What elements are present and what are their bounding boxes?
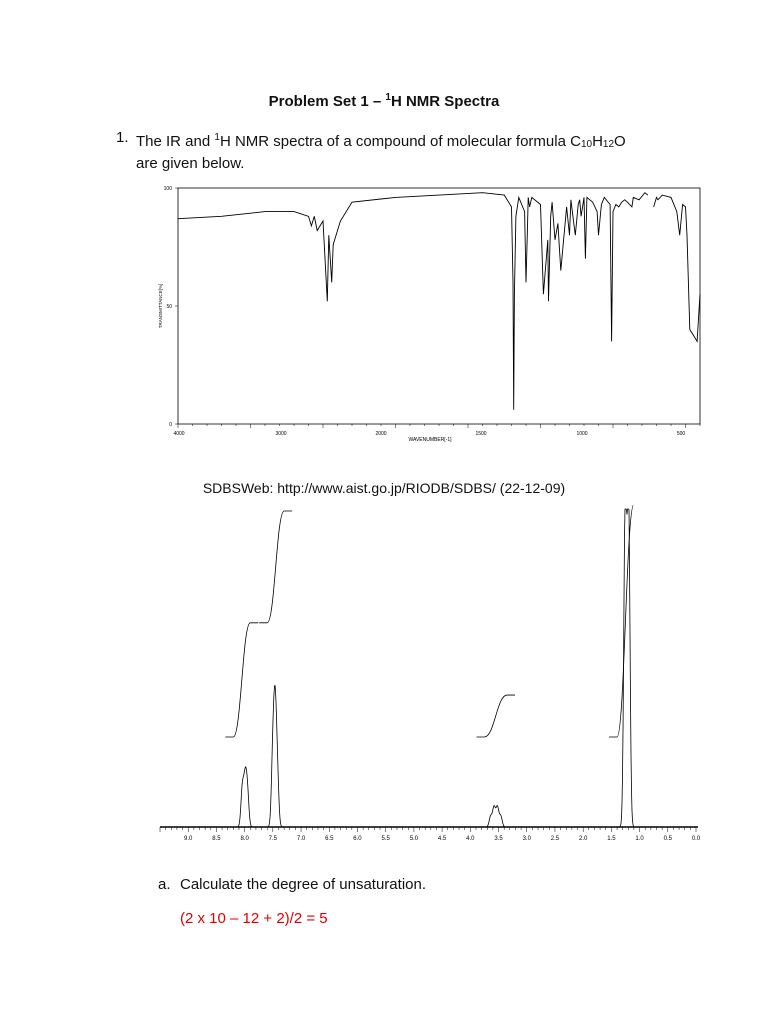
nmr-tick-label: 8.0 xyxy=(240,836,249,842)
question-number: 1. xyxy=(116,129,129,146)
ir-x-tick-label: 2000 xyxy=(375,431,387,437)
nmr-integral-curve xyxy=(609,505,642,737)
ir-y-tick-label: 0 xyxy=(169,422,172,428)
nmr-integral-curve xyxy=(476,695,515,737)
nmr-tick-label: 2.0 xyxy=(578,836,588,842)
nmr-tick-label: 3.0 xyxy=(522,836,531,842)
ir-y-tick-label: 50 xyxy=(166,304,172,310)
nmr-tick-label: 5.5 xyxy=(381,836,390,842)
nmr-tick-label: 3.5 xyxy=(494,836,503,842)
nmr-tick-label: 5.0 xyxy=(409,836,419,842)
question-a-text: Calculate the degree of unsaturation. xyxy=(180,876,426,893)
nmr-integral-curves xyxy=(225,505,642,737)
ir-x-tick-label: 1500 xyxy=(475,431,487,437)
source-credit: SDBSWeb: http://www.aist.go.jp/RIODB/SDBS/ (22-12-09) xyxy=(202,480,566,496)
question-1-line-2: are given below. xyxy=(136,155,245,172)
nmr-tick-label: 9.0 xyxy=(184,836,193,842)
question-a-label: a. xyxy=(158,876,171,893)
ir-x-axis-label: WAVENUMBER[-1] xyxy=(408,437,452,443)
nmr-tick-label: 0.5 xyxy=(663,836,672,842)
nmr-spectrum-chart xyxy=(150,505,702,845)
ir-axis-ticks xyxy=(175,188,700,428)
nmr-integral-curve xyxy=(259,511,292,623)
nmr-integral-curve xyxy=(225,623,258,737)
nmr-tick-labels xyxy=(184,836,701,842)
nmr-tick-label: 1.5 xyxy=(607,836,616,842)
nmr-tick-label: 7.0 xyxy=(296,836,306,842)
ir-x-tick-label: 1000 xyxy=(576,431,588,437)
nmr-tick-label: 0.0 xyxy=(691,836,701,842)
page-title: Problem Set 1 – $^1$H NMR Spectra xyxy=(268,92,500,110)
nmr-tick-label: 4.0 xyxy=(466,836,475,842)
nmr-tick-label: 1.0 xyxy=(635,836,644,842)
question-a xyxy=(158,876,426,893)
nmr-tick-label: 2.5 xyxy=(550,836,560,842)
nmr-tick-label: 6.5 xyxy=(325,836,334,842)
ir-y-tick-label: 100 xyxy=(163,186,172,192)
nmr-tick-label: 6.0 xyxy=(353,836,362,842)
ir-x-tick-label: 4000 xyxy=(173,431,185,437)
answer-a: (2 x 10 – 12 + 2)/2 = 5 xyxy=(180,910,328,927)
question-1 xyxy=(116,128,626,173)
ir-x-tick-label: 3000 xyxy=(275,431,287,437)
question-1-line-1: The IR and $^1$H NMR spectra of a compound of molecular formula $C_{10}H_{12}O$ xyxy=(136,132,626,150)
ir-transmittance-line xyxy=(178,193,700,410)
ir-y-axis-label: TRANSMITTANCE[%] xyxy=(158,283,163,329)
ir-x-tick-label: 500 xyxy=(676,431,686,437)
nmr-tick-label: 8.5 xyxy=(212,836,221,842)
ir-plot-frame xyxy=(178,188,700,424)
nmr-tick-label: 7.5 xyxy=(268,836,278,842)
ir-spectrum-chart xyxy=(150,180,710,450)
nmr-tick-label: 4.5 xyxy=(437,836,447,842)
